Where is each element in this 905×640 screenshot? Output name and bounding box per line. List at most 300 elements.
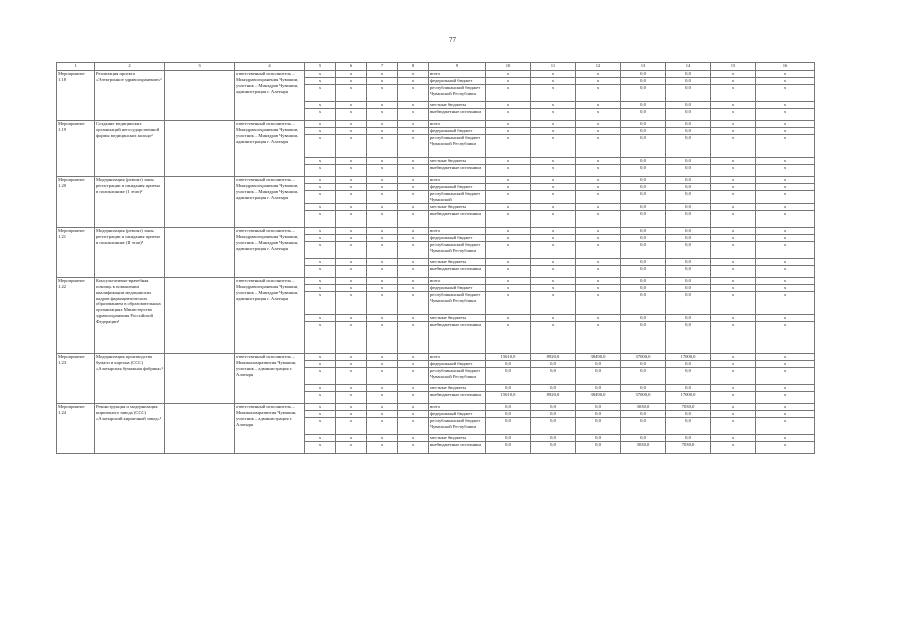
amount-cell: 0,0 <box>486 434 531 441</box>
x-mark: x <box>336 384 367 391</box>
x-mark: x <box>711 210 756 227</box>
table-row <box>57 177 815 184</box>
funding-source: всего <box>429 227 486 234</box>
x-mark: x <box>305 241 336 258</box>
funding-source: республиканский бюджет Чувашской Республики <box>429 417 486 434</box>
x-mark: x <box>305 434 336 441</box>
x-mark: x <box>305 441 336 453</box>
measure-name: Модернизация (ремонт) зоны регистрации и ожидания приема в поликлинике (1 этап)² <box>95 177 165 228</box>
x-mark: x <box>711 128 756 135</box>
amount-cell: 0,0 <box>666 360 711 367</box>
x-mark: x <box>336 441 367 453</box>
funding-source: внебюджетные источники <box>429 210 486 227</box>
funding-source: внебюджетные источники <box>429 321 486 353</box>
x-mark: x <box>367 284 398 291</box>
x-mark: x <box>711 321 756 353</box>
x-mark: x <box>305 71 336 78</box>
x-mark: x <box>336 321 367 353</box>
x-mark: x <box>576 321 621 353</box>
amount-cell: 0,0 <box>621 177 666 184</box>
x-mark: x <box>576 128 621 135</box>
table-row <box>57 227 815 234</box>
x-mark: x <box>531 158 576 165</box>
amount-cell: 0,0 <box>666 184 711 191</box>
amount-cell: 0,0 <box>666 241 711 258</box>
x-mark: x <box>305 284 336 291</box>
x-mark: x <box>711 441 756 453</box>
x-mark: x <box>711 391 756 403</box>
x-mark: x <box>711 158 756 165</box>
x-mark: x <box>576 284 621 291</box>
x-mark: x <box>398 265 429 277</box>
measure-id: Мероприятие 1.22 <box>57 277 95 353</box>
measure-name: Модернизация (ремонт) зоны регистрации и ожидания приема в поликлинике (II этап)² <box>95 227 165 277</box>
x-mark: x <box>486 265 531 277</box>
x-mark: x <box>305 85 336 102</box>
amount-cell: 0,0 <box>486 417 531 434</box>
x-mark: x <box>305 265 336 277</box>
x-mark: x <box>367 353 398 360</box>
amount-cell: 0,0 <box>666 128 711 135</box>
amount-cell: 0,0 <box>666 265 711 277</box>
x-mark: x <box>711 71 756 78</box>
amount-cell: 0,0 <box>666 177 711 184</box>
x-mark: x <box>305 291 336 314</box>
x-mark: x <box>531 210 576 227</box>
x-mark: x <box>305 177 336 184</box>
funding-source: всего <box>429 353 486 360</box>
x-mark: x <box>711 434 756 441</box>
amount-cell: 17000,0 <box>666 391 711 403</box>
amount-cell: 0,0 <box>621 434 666 441</box>
x-mark: x <box>398 184 429 191</box>
x-mark: x <box>531 227 576 234</box>
amount-cell: 0,0 <box>666 434 711 441</box>
x-mark: x <box>305 158 336 165</box>
amount-cell: 0,0 <box>621 158 666 165</box>
x-mark: x <box>756 241 815 258</box>
amount-cell: 0,0 <box>621 203 666 210</box>
amount-cell: 7030,0 <box>666 441 711 453</box>
measure-id: Мероприятие 1.18 <box>57 71 95 121</box>
measure-responsible: ответственный исполнитель – Минздравоохранения Чувашии, участник – Минздрав Чувашии, администрация г. Алатыря <box>235 121 305 177</box>
funding-source: внебюджетные источники <box>429 165 486 177</box>
x-mark: x <box>336 191 367 204</box>
x-mark: x <box>756 210 815 227</box>
x-mark: x <box>336 158 367 165</box>
column-number: 9 <box>429 63 486 71</box>
x-mark: x <box>398 210 429 227</box>
x-mark: x <box>711 109 756 121</box>
x-mark: x <box>367 417 398 434</box>
x-mark: x <box>398 109 429 121</box>
amount-cell: 0,0 <box>621 78 666 85</box>
amount-cell: 0,0 <box>666 384 711 391</box>
amount-cell: 0,0 <box>486 410 531 417</box>
amount-cell: 0,0 <box>666 410 711 417</box>
x-mark: x <box>756 360 815 367</box>
measure-empty <box>165 277 235 353</box>
x-mark: x <box>305 234 336 241</box>
x-mark: x <box>531 85 576 102</box>
x-mark: x <box>711 258 756 265</box>
x-mark: x <box>576 258 621 265</box>
x-mark: x <box>367 410 398 417</box>
x-mark: x <box>486 291 531 314</box>
amount-cell: 0,0 <box>621 258 666 265</box>
x-mark: x <box>756 234 815 241</box>
x-mark: x <box>576 165 621 177</box>
x-mark: x <box>398 165 429 177</box>
funding-source: местные бюджеты <box>429 102 486 109</box>
measure-id: Мероприятие 1.19 <box>57 121 95 177</box>
measure-responsible: ответственный исполнитель – Минздравоохранения Чувашии, участник – Минздрав Чувашии, администрация г. Алатыря <box>235 71 305 121</box>
x-mark: x <box>367 165 398 177</box>
x-mark: x <box>756 353 815 360</box>
x-mark: x <box>336 109 367 121</box>
x-mark: x <box>531 177 576 184</box>
x-mark: x <box>336 177 367 184</box>
amount-cell: 17000,0 <box>666 353 711 360</box>
x-mark: x <box>305 210 336 227</box>
amount-cell: 0,0 <box>576 441 621 453</box>
table-body <box>57 63 815 454</box>
x-mark: x <box>305 321 336 353</box>
x-mark: x <box>486 284 531 291</box>
measure-id: Мероприятие 1.23 <box>57 353 95 403</box>
amount-cell: 0,0 <box>621 85 666 102</box>
x-mark: x <box>486 203 531 210</box>
funding-source: федеральный бюджет <box>429 184 486 191</box>
measure-empty <box>165 353 235 403</box>
x-mark: x <box>531 109 576 121</box>
x-mark: x <box>576 210 621 227</box>
amount-cell: 0,0 <box>576 403 621 410</box>
x-mark: x <box>336 78 367 85</box>
amount-cell: 0,0 <box>621 121 666 128</box>
x-mark: x <box>756 227 815 234</box>
x-mark: x <box>711 403 756 410</box>
x-mark: x <box>367 71 398 78</box>
amount-cell: 0,0 <box>621 265 666 277</box>
x-mark: x <box>756 441 815 453</box>
x-mark: x <box>711 85 756 102</box>
x-mark: x <box>711 191 756 204</box>
x-mark: x <box>367 321 398 353</box>
amount-cell: 0,0 <box>666 191 711 204</box>
x-mark: x <box>367 258 398 265</box>
amount-cell: 0,0 <box>531 434 576 441</box>
x-mark: x <box>398 417 429 434</box>
amount-cell: 0,0 <box>576 384 621 391</box>
x-mark: x <box>336 128 367 135</box>
x-mark: x <box>486 78 531 85</box>
table-row <box>57 121 815 128</box>
amount-cell: 0,0 <box>666 85 711 102</box>
amount-cell: 3030,0 <box>621 403 666 410</box>
x-mark: x <box>305 109 336 121</box>
x-mark: x <box>336 135 367 158</box>
amount-cell: 0,0 <box>621 109 666 121</box>
x-mark: x <box>305 128 336 135</box>
amount-cell: 0,0 <box>621 135 666 158</box>
amount-cell: 15610,0 <box>486 391 531 403</box>
amount-cell: 0,0 <box>486 403 531 410</box>
x-mark: x <box>576 109 621 121</box>
x-mark: x <box>531 135 576 158</box>
x-mark: x <box>398 71 429 78</box>
x-mark: x <box>336 284 367 291</box>
x-mark: x <box>336 165 367 177</box>
x-mark: x <box>367 203 398 210</box>
x-mark: x <box>367 128 398 135</box>
x-mark: x <box>367 227 398 234</box>
x-mark: x <box>336 121 367 128</box>
column-number: 5 <box>305 63 336 71</box>
x-mark: x <box>367 234 398 241</box>
amount-cell: 0,0 <box>621 384 666 391</box>
x-mark: x <box>576 158 621 165</box>
table-row <box>57 277 815 284</box>
x-mark: x <box>336 184 367 191</box>
x-mark: x <box>398 403 429 410</box>
measure-responsible: ответственный исполнитель – Минздравоохранения Чувашии, участник – Минздрав Чувашии, администрация г. Алатыря <box>235 227 305 277</box>
amount-cell: 0,0 <box>666 158 711 165</box>
x-mark: x <box>756 191 815 204</box>
x-mark: x <box>336 314 367 321</box>
x-mark: x <box>367 102 398 109</box>
x-mark: x <box>531 203 576 210</box>
x-mark: x <box>576 291 621 314</box>
x-mark: x <box>398 128 429 135</box>
x-mark: x <box>576 121 621 128</box>
amount-cell: 0,0 <box>486 441 531 453</box>
x-mark: x <box>367 135 398 158</box>
x-mark: x <box>398 158 429 165</box>
amount-cell: 15610,0 <box>486 353 531 360</box>
funding-source: федеральный бюджет <box>429 284 486 291</box>
funding-source: республиканский бюджет Чувашской Республики <box>429 367 486 384</box>
x-mark: x <box>305 403 336 410</box>
x-mark: x <box>398 321 429 353</box>
x-mark: x <box>756 121 815 128</box>
x-mark: x <box>756 71 815 78</box>
amount-cell: 0,0 <box>531 367 576 384</box>
amount-cell: 0,0 <box>621 367 666 384</box>
amount-cell: 0,0 <box>621 102 666 109</box>
x-mark: x <box>711 291 756 314</box>
column-number: 10 <box>486 63 531 71</box>
x-mark: x <box>398 121 429 128</box>
amount-cell: 0,0 <box>621 321 666 353</box>
measure-name: Реализация проекта «Электронное здравоохранение»² <box>95 71 165 121</box>
x-mark: x <box>336 360 367 367</box>
measure-empty <box>165 227 235 277</box>
program-table <box>56 62 815 454</box>
column-number: 12 <box>576 63 621 71</box>
x-mark: x <box>486 184 531 191</box>
x-mark: x <box>756 291 815 314</box>
x-mark: x <box>367 403 398 410</box>
x-mark: x <box>756 177 815 184</box>
x-mark: x <box>367 184 398 191</box>
x-mark: x <box>398 102 429 109</box>
x-mark: x <box>305 184 336 191</box>
funding-source: республиканский бюджет Чувашской Республики <box>429 85 486 102</box>
amount-cell: 38490,0 <box>576 391 621 403</box>
x-mark: x <box>531 78 576 85</box>
amount-cell: 0,0 <box>486 367 531 384</box>
x-mark: x <box>576 241 621 258</box>
funding-source: внебюджетные источники <box>429 109 486 121</box>
x-mark: x <box>398 258 429 265</box>
column-number: 2 <box>95 63 165 71</box>
amount-cell: 0,0 <box>666 227 711 234</box>
x-mark: x <box>531 191 576 204</box>
table-row <box>57 353 815 360</box>
x-mark: x <box>398 284 429 291</box>
x-mark: x <box>367 441 398 453</box>
x-mark: x <box>576 85 621 102</box>
x-mark: x <box>576 191 621 204</box>
x-mark: x <box>486 227 531 234</box>
x-mark: x <box>576 78 621 85</box>
x-mark: x <box>711 102 756 109</box>
x-mark: x <box>305 191 336 204</box>
amount-cell: 0,0 <box>621 277 666 284</box>
x-mark: x <box>711 234 756 241</box>
funding-source: всего <box>429 71 486 78</box>
x-mark: x <box>336 71 367 78</box>
x-mark: x <box>398 177 429 184</box>
x-mark: x <box>711 135 756 158</box>
x-mark: x <box>576 227 621 234</box>
x-mark: x <box>756 109 815 121</box>
x-mark: x <box>756 277 815 284</box>
column-number: 11 <box>531 63 576 71</box>
funding-source: республиканский бюджет Чувашской Республики <box>429 135 486 158</box>
x-mark: x <box>398 314 429 321</box>
x-mark: x <box>367 367 398 384</box>
x-mark: x <box>756 284 815 291</box>
x-mark: x <box>711 353 756 360</box>
x-mark: x <box>576 135 621 158</box>
amount-cell: 8920,0 <box>531 353 576 360</box>
x-mark: x <box>367 391 398 403</box>
x-mark: x <box>336 434 367 441</box>
column-number: 6 <box>336 63 367 71</box>
amount-cell: 0,0 <box>621 165 666 177</box>
measure-name: Создание медицинских организаций негосударственной формы медицинских кольцо² <box>95 121 165 177</box>
x-mark: x <box>336 210 367 227</box>
x-mark: x <box>367 210 398 227</box>
funding-source: местные бюджеты <box>429 384 486 391</box>
table-row <box>57 71 815 78</box>
amount-cell: 37000,0 <box>621 353 666 360</box>
amount-cell: 0,0 <box>666 291 711 314</box>
x-mark: x <box>531 265 576 277</box>
x-mark: x <box>367 384 398 391</box>
x-mark: x <box>305 391 336 403</box>
x-mark: x <box>336 265 367 277</box>
amount-cell: 0,0 <box>666 165 711 177</box>
amount-cell: 0,0 <box>531 384 576 391</box>
x-mark: x <box>711 284 756 291</box>
x-mark: x <box>756 258 815 265</box>
amount-cell: 0,0 <box>621 128 666 135</box>
amount-cell: 0,0 <box>666 314 711 321</box>
amount-cell: 3030,0 <box>621 441 666 453</box>
amount-cell: 0,0 <box>531 360 576 367</box>
amount-cell: 0,0 <box>666 109 711 121</box>
x-mark: x <box>756 391 815 403</box>
x-mark: x <box>336 353 367 360</box>
x-mark: x <box>486 165 531 177</box>
x-mark: x <box>756 367 815 384</box>
x-mark: x <box>486 191 531 204</box>
x-mark: x <box>486 158 531 165</box>
x-mark: x <box>398 367 429 384</box>
x-mark: x <box>576 234 621 241</box>
funding-source: республиканский бюджет Чувашской Республики <box>429 291 486 314</box>
x-mark: x <box>756 165 815 177</box>
x-mark: x <box>486 210 531 227</box>
amount-cell: 0,0 <box>621 284 666 291</box>
x-mark: x <box>576 277 621 284</box>
x-mark: x <box>531 102 576 109</box>
x-mark: x <box>305 227 336 234</box>
x-mark: x <box>711 417 756 434</box>
x-mark: x <box>367 265 398 277</box>
column-number: 13 <box>621 63 666 71</box>
amount-cell: 0,0 <box>621 71 666 78</box>
x-mark: x <box>367 78 398 85</box>
funding-source: федеральный бюджет <box>429 78 486 85</box>
x-mark: x <box>367 191 398 204</box>
table-row <box>57 403 815 410</box>
x-mark: x <box>367 158 398 165</box>
x-mark: x <box>336 403 367 410</box>
x-mark: x <box>398 410 429 417</box>
x-mark: x <box>398 353 429 360</box>
x-mark: x <box>486 135 531 158</box>
x-mark: x <box>305 203 336 210</box>
x-mark: x <box>305 102 336 109</box>
x-mark: x <box>486 277 531 284</box>
x-mark: x <box>711 265 756 277</box>
measure-responsible: ответственный исполнитель – Минздравоохранения Чувашии, участник – Минздрав Чувашии, администрация г. Алатыря <box>235 177 305 228</box>
x-mark: x <box>756 314 815 321</box>
amount-cell: 0,0 <box>666 321 711 353</box>
measure-id: Мероприятие 1.21 <box>57 227 95 277</box>
x-mark: x <box>367 291 398 314</box>
x-mark: x <box>531 291 576 314</box>
amount-cell: 0,0 <box>576 367 621 384</box>
column-number: 7 <box>367 63 398 71</box>
x-mark: x <box>711 410 756 417</box>
x-mark: x <box>711 121 756 128</box>
x-mark: x <box>711 78 756 85</box>
amount-cell: 0,0 <box>621 227 666 234</box>
x-mark: x <box>305 367 336 384</box>
amount-cell: 0,0 <box>621 291 666 314</box>
x-mark: x <box>398 441 429 453</box>
funding-source: местные бюджеты <box>429 158 486 165</box>
x-mark: x <box>756 85 815 102</box>
x-mark: x <box>336 417 367 434</box>
x-mark: x <box>531 241 576 258</box>
funding-source: всего <box>429 121 486 128</box>
